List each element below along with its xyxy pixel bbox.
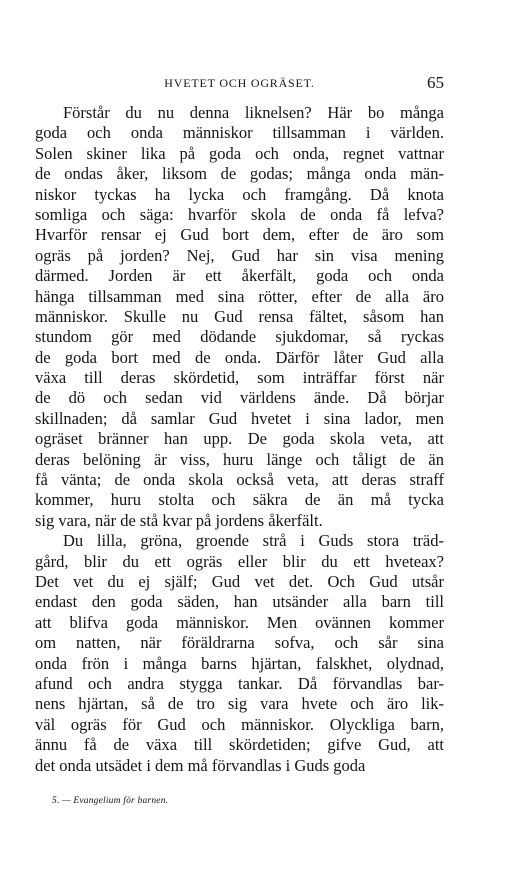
text-line: skillnaden; då samlar Gud hvetet i sina lador, men — [35, 408, 444, 428]
text-line: endast den goda säden, han utsänder alla barn till — [35, 592, 444, 612]
text-line: stundom gör med dödande sjukdomar, så ryckas — [35, 327, 444, 347]
text-line: ogräs på jorden? Nej, Gud har sin visa mening — [35, 245, 444, 265]
text-line: få vänta; de onda skola också veta, att deras straff — [35, 470, 444, 490]
text-line: niskor tyckas ha lycka och framgång. Då knota — [35, 184, 444, 204]
text-line: om natten, när föräldrarna sofva, och sår sina — [35, 633, 444, 653]
text-line: somliga och säga: hvarför skola de onda få lefva? — [35, 204, 444, 224]
text-line: att blifva goda människor. Men ovännen kommer — [35, 612, 444, 632]
text-line: människor. Skulle nu Gud rensa fältet, såsom han — [35, 306, 444, 326]
paragraph — [35, 531, 444, 776]
text-line: hänga tillsamman med sina rötter, efter de alla äro — [35, 286, 444, 306]
page-number: 65 — [427, 73, 444, 92]
text-line: kommer, huru stolta och säkra de än må tycka — [35, 490, 444, 510]
paragraph — [35, 103, 444, 531]
text-line: goda och onda människor tillsamman i världen. — [35, 123, 444, 143]
text-line: nens hjärtan, så de tro sig vara hvete och äro lik- — [35, 694, 444, 714]
text-line: ännu få de växa till skördetiden; gifve Gud, att — [35, 735, 444, 755]
text-line: de dö och sedan vid världens ände. Då börjar — [35, 388, 444, 408]
text-line: sig vara, när de stå kvar på jordens åkerfält. — [35, 510, 323, 530]
text-line: växa till deras skördetid, som inträffar först när — [35, 368, 444, 388]
text-line: Du lilla, gröna, groende strå i Guds stora träd- — [63, 531, 444, 551]
running-head — [35, 74, 444, 94]
text-line: väl ogräs för Gud och människor. Olyckliga barn, — [35, 714, 444, 734]
text-line: afund och andra stygga tankar. Då förvandlas bar- — [35, 673, 444, 693]
text-line: Det vet du ej själf; Gud vet det. Och Gud utsår — [35, 571, 444, 591]
text-line: gård, blir du ett ogräs eller blir du ett hveteax? — [35, 551, 444, 571]
text-line: deras belöning är viss, huru länge och tåligt de än — [35, 449, 444, 469]
text-line: Förstår du nu denna liknelsen? Här bo många — [63, 103, 444, 122]
text-line: onda frön i många barns hjärtan, falskhet, olydnad, — [35, 653, 444, 673]
body-text — [35, 103, 444, 776]
running-title: HVETET OCH OGRÄSET. — [164, 76, 315, 90]
text-line: Solen skiner lika på goda och onda, regnet vattnar — [35, 143, 444, 163]
text-line: därmed. Jorden är ett åkerfält, goda och onda — [35, 266, 444, 286]
text-line: ogräset bränner han upp. De goda skola veta, att — [35, 429, 444, 449]
text-line: de goda bort med de onda. Därför låter Gud alla — [35, 347, 444, 367]
text-line: det onda utsädet i dem må förvandlas i Guds goda — [35, 755, 366, 775]
signature-mark: 5. — Evangelium för barnen. — [52, 796, 169, 806]
text-line: Hvarför rensar ej Gud bort dem, efter de äro som — [35, 225, 444, 245]
text-line: de ondas åker, liksom de godas; många onda män- — [35, 164, 444, 184]
